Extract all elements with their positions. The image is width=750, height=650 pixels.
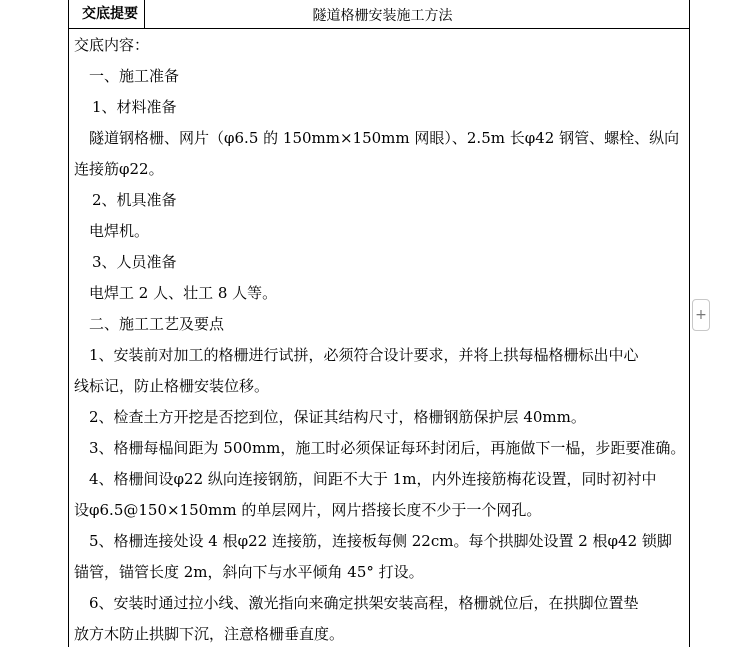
paragraph-line: 2、检查土方开挖是否挖到位，保证其结构尺寸，格栅钢筋保护层 40mm。 [89,408,586,426]
subsection-heading: 3、人员准备 [92,253,177,271]
paragraph-line: 设φ6.5@150×150mm 的单层网片，网片搭接长度不少于一个网孔。 [74,501,542,519]
section-heading: 一、施工准备 [89,67,180,85]
subsection-heading: 2、机具准备 [92,191,177,209]
paragraph-line: 6、安装时通过拉小线、激光指向来确定拱架安装高程，格栅就位后，在拱脚位置垫 [89,594,639,612]
document-page [68,0,690,647]
intro-label: 交底内容： [74,36,150,54]
expand-plus-button[interactable]: + [692,299,710,331]
paragraph-line: 3、格栅每榀间距为 500mm，施工时必须保证每环封闭后，再施做下一榀，步距要准确。 [89,439,686,457]
table-left-border [68,0,69,647]
paragraph-line: 连接筋φ22。 [74,160,164,178]
paragraph-line: 锚管，锚管长度 2m，斜向下与水平倾角 45° 打设。 [74,563,424,581]
paragraph-line: 隧道钢格栅、网片（φ6.5 的 150mm×150mm 网眼）、2.5m 长φ42 钢管、螺栓、纵向 [89,129,680,147]
header-label: 交底提要 [68,0,145,28]
paragraph-line: 5、格栅连接处设 4 根φ22 连接筋，连接板每侧 22cm。每个拱脚处设置 2 根φ42 锁脚 [89,532,672,550]
content-cell [72,30,686,650]
paragraph-line: 1、安装前对加工的格栅进行试拼，必须符合设计要求，并将上拱每榀格栅标出中心 [89,346,639,364]
section-heading: 二、施工工艺及要点 [89,315,225,333]
paragraph-line: 线标记，防止格栅安装位移。 [74,377,270,395]
paragraph-line: 4、格栅间设φ22 纵向连接钢筋，间距不大于 1m，内外连接筋梅花设置，同时初衬中 [89,470,657,488]
paragraph-line: 电焊机。 [89,222,150,240]
paragraph-line: 放方木防止拱脚下沉，注意格栅垂直度。 [74,625,345,643]
table-header-row [68,0,690,29]
table-right-border [689,0,690,647]
paragraph-line: 电焊工 2 人、壮工 8 人等。 [89,284,278,302]
subsection-heading: 1、材料准备 [92,98,177,116]
document-title: 隧道格栅安装施工方法 [312,8,453,24]
